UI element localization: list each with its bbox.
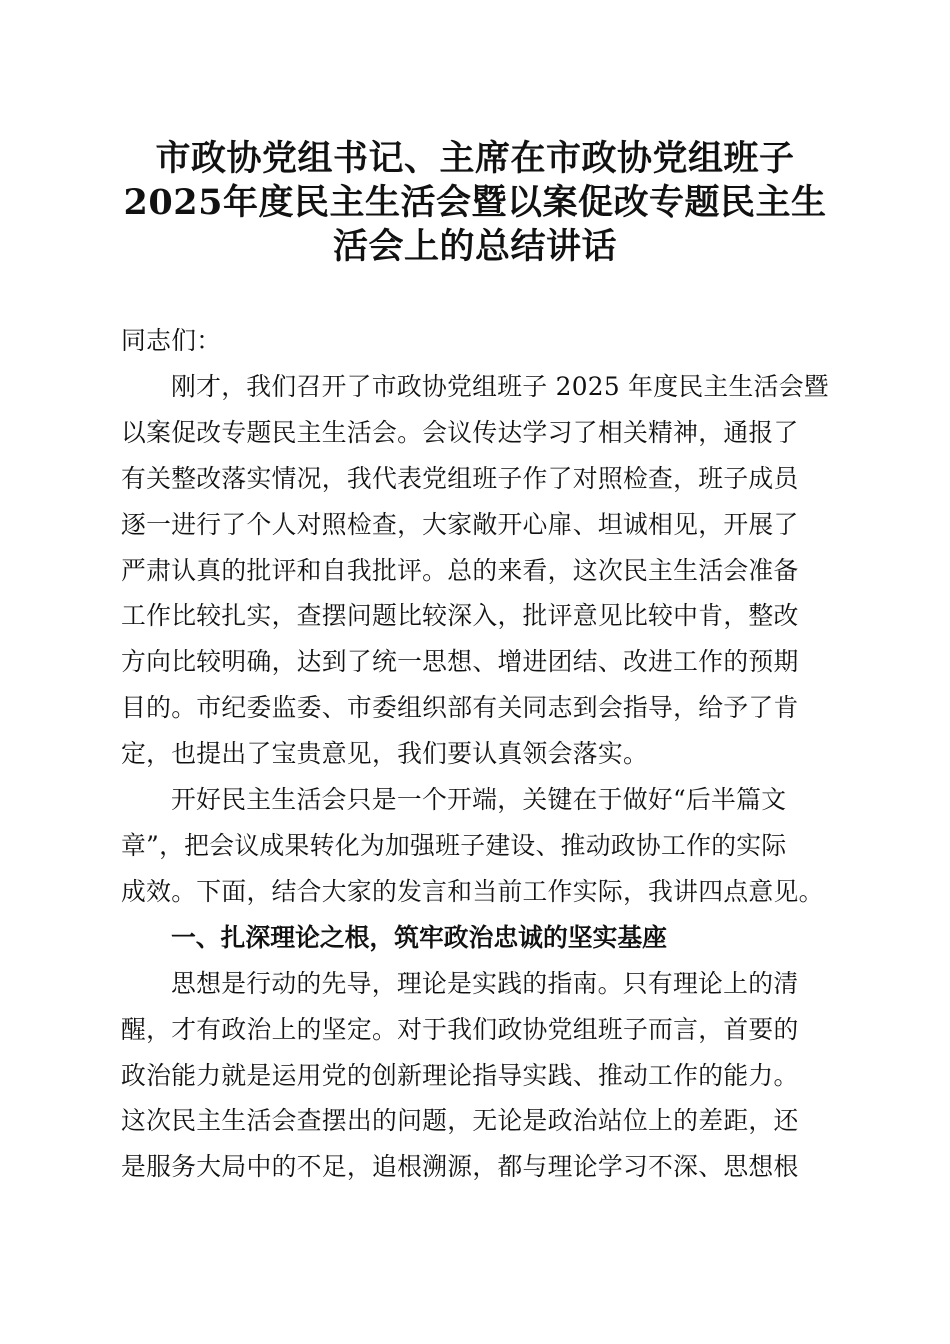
text-line: 同志们： bbox=[121, 326, 222, 355]
paragraph-theory bbox=[121, 961, 831, 1191]
text-line: 逐一进行了个人对照检查，大家敞开心扉、坦诚相见，开展了 bbox=[121, 509, 799, 539]
heading-text: 一、扎深理论之根，筑牢政治忠诚的坚实基座 bbox=[171, 922, 667, 952]
title-line: 活会上的总结讲话 bbox=[332, 226, 617, 267]
text-line: 成效。下面，结合大家的发言和当前工作实际，我讲四点意见。 bbox=[121, 876, 824, 906]
text-line: 有关整改落实情况，我代表党组班子作了对照检查，班子成员 bbox=[121, 463, 799, 493]
text-line: 开好民主生活会只是一个开端，关键在于做好“后半篇文 bbox=[171, 785, 787, 815]
text-line: 这次民主生活会查摆出的问题，无论是政治站位上的差距，还 bbox=[121, 1106, 799, 1136]
document-body bbox=[121, 318, 831, 1190]
text-line: 思想是行动的先导，理论是实践的指南。只有理论上的清 bbox=[171, 968, 799, 998]
text-line: 刚才，我们召开了市政协党组班子 2025 年度民主生活会暨 bbox=[171, 371, 829, 401]
text-line: 工作比较扎实，查摆问题比较深入，批评意见比较中肯，整改 bbox=[121, 601, 799, 631]
paragraph-opening bbox=[121, 364, 831, 777]
text-line: 章”，把会议成果转化为加强班子建设、推动政协工作的实际 bbox=[121, 830, 787, 860]
text-line: 以案促改专题民主生活会。会议传达学习了相关精神，通报了 bbox=[121, 417, 799, 447]
text-line: 是服务大局中的不足，追根溯源，都与理论学习不深、思想根 bbox=[121, 1152, 799, 1182]
title-line: 2025年度民主生活会暨以案促改专题民主生 bbox=[123, 182, 827, 223]
section-heading-1 bbox=[121, 915, 831, 961]
text-line: 方向比较明确，达到了统一思想、增进团结、改进工作的预期 bbox=[121, 647, 799, 677]
salutation bbox=[121, 318, 831, 364]
text-line: 严肃认真的批评和自我批评。总的来看，这次民主生活会准备 bbox=[121, 555, 799, 585]
text-line: 目的。市纪委监委、市委组织部有关同志到会指导，给予了肯 bbox=[121, 693, 799, 723]
paragraph-transition bbox=[121, 777, 831, 915]
text-line: 定，也提出了宝贵意见，我们要认真领会落实。 bbox=[121, 739, 649, 769]
text-line: 醒，才有政治上的坚定。对于我们政协党组班子而言，首要的 bbox=[121, 1014, 799, 1044]
title-line: 市政协党组书记、主席在市政协党组班子 bbox=[155, 138, 795, 179]
text-line: 政治能力就是运用党的创新理论指导实践、推动工作的能力。 bbox=[121, 1060, 799, 1090]
document-title bbox=[120, 137, 830, 269]
